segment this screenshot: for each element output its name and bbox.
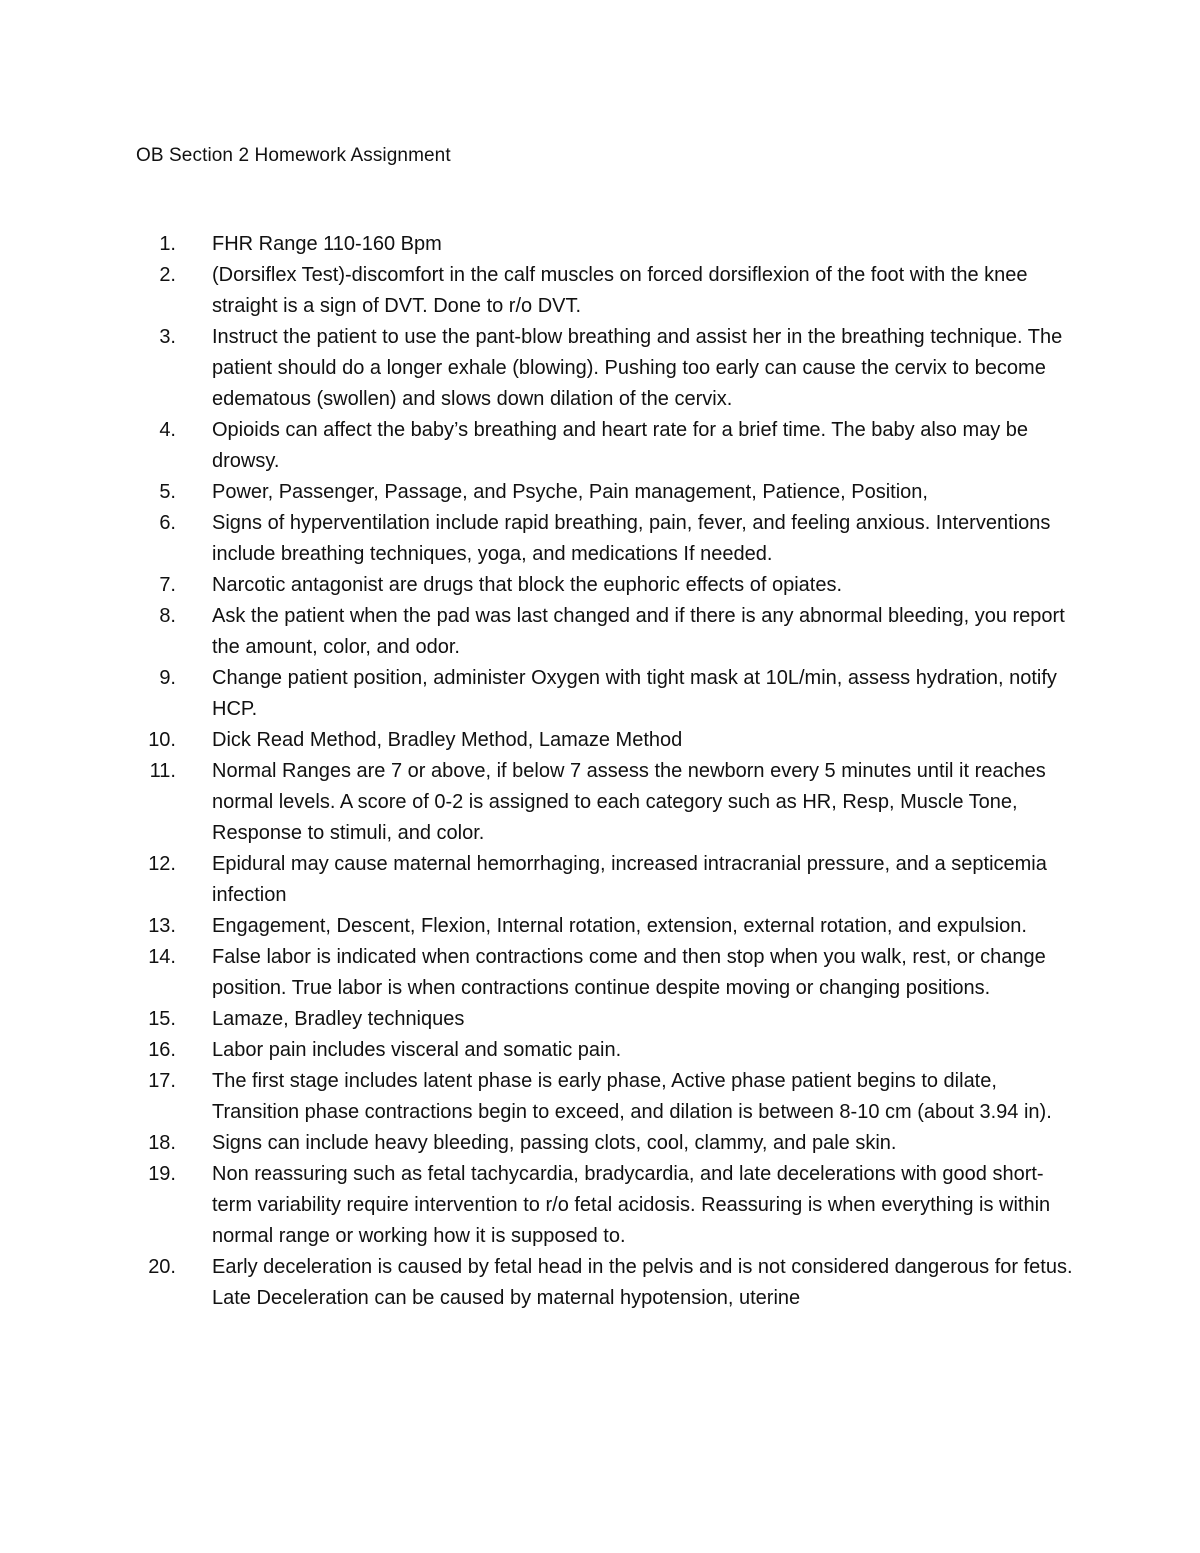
answer-text: Opioids can affect the baby’s breathing and heart rate for a brief time. The baby also may be drowsy. <box>212 419 1029 472</box>
answer-item <box>136 942 1076 1004</box>
answer-number: 3. <box>159 326 176 348</box>
answer-text: Engagement, Descent, Flexion, Internal rotation, extension, external rotation, and expulsion. <box>212 915 1027 937</box>
answer-item <box>136 322 1076 415</box>
answer-text: Signs can include heavy bleeding, passing clots, cool, clammy, and pale skin. <box>212 1132 897 1154</box>
answer-text: Normal Ranges are 7 or above, if below 7 assess the newborn every 5 minutes until it reaches normal levels. A score of 0-2 is assigned to each category such as HR, Resp, Muscle Tone, Response to stimuli, and color. <box>212 760 1046 844</box>
answer-number: 17. <box>148 1070 176 1092</box>
answer-number: 19. <box>148 1163 176 1185</box>
answer-item <box>136 570 1076 601</box>
answer-number: 20. <box>148 1256 176 1278</box>
answer-list <box>136 229 1076 1314</box>
answer-text: Signs of hyperventilation include rapid breathing, pain, fever, and feeling anxious. Interventions include breathing techniques, yoga, and medications If needed. <box>212 512 1051 565</box>
answer-number: 1. <box>159 233 176 255</box>
answer-item <box>136 229 1076 260</box>
answer-text: Epidural may cause maternal hemorrhaging, increased intracranial pressure, and a septicemia infection <box>212 853 1047 906</box>
answer-text: FHR Range 110-160 Bpm <box>212 233 442 255</box>
answer-number: 8. <box>159 605 176 627</box>
answer-number: 14. <box>148 946 176 968</box>
answer-number: 18. <box>148 1132 176 1154</box>
document-title: OB Section 2 Homework Assignment <box>136 145 451 166</box>
answer-item <box>136 260 1076 322</box>
answer-text: Non reassuring such as fetal tachycardia, bradycardia, and late decelerations with good short-term variability require intervention to r/o fetal acidosis. Reassuring is when everything is within normal range or working how it is supposed to. <box>212 1163 1051 1247</box>
answer-item <box>136 725 1076 756</box>
answer-text: Power, Passenger, Passage, and Psyche, Pain management, Patience, Position, <box>212 481 928 503</box>
answer-item <box>136 477 1076 508</box>
answer-text: Early deceleration is caused by fetal head in the pelvis and is not considered dangerous for fetus. Late Deceleration can be caused by maternal hypotension, uterine <box>212 1256 1073 1309</box>
answer-number: 16. <box>148 1039 176 1061</box>
answer-text: Dick Read Method, Bradley Method, Lamaze Method <box>212 729 683 751</box>
answer-text: (Dorsiflex Test)-discomfort in the calf muscles on forced dorsiflexion of the foot with the knee straight is a sign of DVT. Done to r/o DVT. <box>212 264 1028 317</box>
answer-number: 13. <box>148 915 176 937</box>
answer-item <box>136 1252 1076 1314</box>
answer-text: The first stage includes latent phase is early phase, Active phase patient begins to dilate, Transition phase contractions begin to exceed, and dilation is between 8-10 cm (about 3.94 in). <box>212 1070 1052 1123</box>
answer-number: 15. <box>148 1008 176 1030</box>
answer-number: 4. <box>159 419 176 441</box>
answer-text: Change patient position, administer Oxygen with tight mask at 10L/min, assess hydration, notify HCP. <box>212 667 1057 720</box>
answer-item <box>136 601 1076 663</box>
answer-item <box>136 1128 1076 1159</box>
answer-item <box>136 663 1076 725</box>
answer-text: False labor is indicated when contractions come and then stop when you walk, rest, or change position. True labor is when contractions continue despite moving or changing positions. <box>212 946 1046 999</box>
answer-number: 9. <box>159 667 176 689</box>
answer-text: Instruct the patient to use the pant-blow breathing and assist her in the breathing technique. The patient should do a longer exhale (blowing). Pushing too early can cause the cervix to become edematous (swollen) and slows down dilation of the cervix. <box>212 326 1063 410</box>
answer-text: Narcotic antagonist are drugs that block the euphoric effects of opiates. <box>212 574 842 596</box>
answer-number: 11. <box>149 760 176 782</box>
answer-number: 12. <box>148 853 176 875</box>
answer-number: 10. <box>148 729 176 751</box>
answer-item <box>136 1159 1076 1252</box>
answer-item <box>136 1004 1076 1035</box>
answer-item <box>136 1035 1076 1066</box>
answer-text: Labor pain includes visceral and somatic pain. <box>212 1039 622 1061</box>
answer-item <box>136 508 1076 570</box>
answer-item <box>136 911 1076 942</box>
answer-number: 7. <box>159 574 176 596</box>
answer-text: Lamaze, Bradley techniques <box>212 1008 465 1030</box>
answer-text: Ask the patient when the pad was last changed and if there is any abnormal bleeding, you report the amount, color, and odor. <box>212 605 1065 658</box>
answer-number: 2. <box>159 264 176 286</box>
answer-item <box>136 849 1076 911</box>
answer-item <box>136 756 1076 849</box>
answer-number: 6. <box>159 512 176 534</box>
answer-number: 5. <box>159 481 176 503</box>
answer-item <box>136 415 1076 477</box>
answer-item <box>136 1066 1076 1128</box>
